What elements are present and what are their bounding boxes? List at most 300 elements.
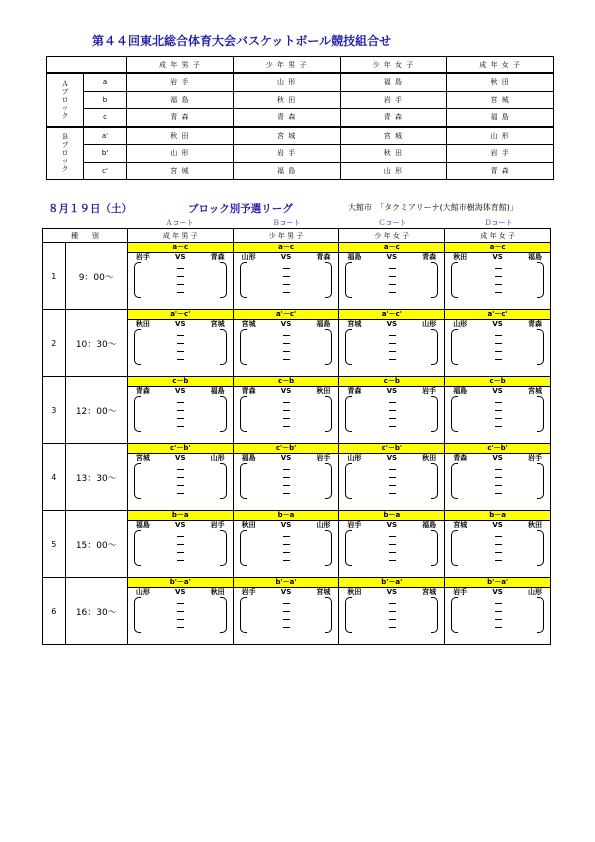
score-dash (389, 552, 396, 553)
away-team: 宮城 (528, 387, 542, 395)
group-cell: 福 島 (340, 73, 447, 91)
right-bracket (537, 597, 544, 633)
match-teams (445, 454, 550, 463)
right-bracket (431, 597, 438, 633)
round-row (43, 243, 551, 310)
left-bracket (240, 463, 247, 499)
round-time: 9：00～ (65, 243, 127, 310)
right-bracket (537, 530, 544, 566)
group-row (47, 73, 554, 91)
away-team: 福島 (528, 253, 542, 261)
score-dash (495, 544, 502, 545)
group-cell: 山 形 (340, 162, 447, 180)
match-teams (339, 454, 444, 463)
score-dash (283, 418, 290, 419)
group-row (47, 145, 554, 163)
home-team: 福島 (453, 387, 468, 395)
score-dash (177, 292, 184, 293)
match-teams (128, 588, 233, 597)
score-dash (283, 552, 290, 553)
venue-label: 大館市 「タクミアリーナ(大館市樹海体育館)」 (348, 203, 518, 212)
home-team: 福島 (347, 253, 362, 261)
score-dash (495, 485, 502, 486)
left-bracket (345, 597, 352, 633)
court-label: Ａコート (165, 219, 194, 227)
match-label: b'－a' (445, 578, 550, 588)
score-dash (389, 560, 396, 561)
right-bracket (325, 262, 332, 298)
match-teams (234, 588, 339, 597)
home-team: 秋田 (347, 588, 362, 596)
vs-label: VS (386, 320, 398, 328)
score-dash (495, 619, 502, 620)
right-bracket (537, 329, 544, 365)
score-dash (389, 292, 396, 293)
score-dash (495, 603, 502, 604)
vs-label: VS (386, 387, 398, 395)
vs-label: VS (386, 521, 398, 529)
score-dash (495, 292, 502, 293)
match-teams (128, 521, 233, 530)
match-label: c'－b' (339, 444, 444, 454)
right-bracket (431, 262, 438, 298)
block-name: Ａブロック (61, 79, 69, 120)
left-bracket (451, 530, 458, 566)
score-dash (283, 619, 290, 620)
schedule-title: ブロック別予選リーグ (188, 203, 293, 215)
right-bracket (431, 463, 438, 499)
home-team: 秋田 (135, 320, 150, 328)
home-team: 秋田 (453, 253, 468, 261)
away-team: 宮城 (422, 588, 437, 596)
match-label: c－b (445, 377, 550, 387)
group-row (47, 91, 554, 109)
away-team: 秋田 (210, 588, 225, 596)
schedule-header-row (43, 229, 551, 243)
match-teams (445, 253, 550, 262)
vs-label: VS (175, 320, 186, 328)
score-dash (389, 627, 396, 628)
left-bracket (345, 463, 352, 499)
match-label: c'－b' (445, 444, 550, 454)
group-cell: 青 森 (233, 109, 340, 127)
block-label-b (47, 127, 84, 180)
group-cell: 岩 手 (447, 145, 554, 163)
category-header: 種 別 (43, 229, 128, 243)
left-bracket (134, 530, 141, 566)
score-dash (283, 560, 290, 561)
away-team: 山形 (210, 454, 225, 462)
vs-label: VS (280, 521, 292, 529)
round-number: 5 (43, 511, 66, 578)
score-dash (495, 343, 502, 344)
right-bracket (220, 262, 227, 298)
match-label: b－a (234, 511, 339, 521)
score-dash (283, 611, 290, 612)
vs-label: VS (175, 454, 186, 462)
right-bracket (325, 463, 332, 499)
match-cell (233, 444, 339, 511)
score-dash (495, 536, 502, 537)
group-cell: 秋 田 (447, 73, 554, 91)
match-cell (339, 377, 445, 444)
match-cell (233, 377, 339, 444)
score-dash (389, 410, 396, 411)
away-team: 宮城 (316, 588, 331, 596)
score-dash (283, 292, 290, 293)
round-row (43, 444, 551, 511)
away-team: 秋田 (422, 454, 437, 462)
match-teams (128, 387, 233, 396)
group-cell: 福 島 (233, 162, 340, 180)
round-number: 4 (43, 444, 66, 511)
score-dash (177, 426, 184, 427)
round-time: 10：30～ (65, 310, 127, 377)
match-teams (234, 387, 339, 396)
score-dash (495, 611, 502, 612)
group-cell: 秋 田 (233, 91, 340, 109)
score-dash (389, 536, 396, 537)
vs-label: VS (175, 253, 186, 261)
left-bracket (451, 262, 458, 298)
group-row-label: a (84, 73, 127, 91)
right-bracket (325, 597, 332, 633)
score-dash (495, 552, 502, 553)
match-label: c－b (339, 377, 444, 387)
match-teams (339, 387, 444, 396)
left-bracket (134, 262, 141, 298)
match-cell (445, 243, 551, 310)
group-row-label: c (84, 109, 127, 127)
home-team: 宮城 (241, 320, 256, 328)
away-team: 福島 (316, 320, 331, 328)
home-team: 青森 (453, 454, 468, 462)
home-team: 青森 (347, 387, 362, 395)
score-dash (389, 469, 396, 470)
match-cell (339, 578, 445, 645)
right-bracket (431, 530, 438, 566)
schedule-table (42, 228, 551, 645)
vs-label: VS (492, 588, 503, 596)
away-team: 山形 (316, 521, 331, 529)
left-bracket (134, 396, 141, 432)
vs-label: VS (280, 253, 292, 261)
score-dash (283, 603, 290, 604)
vs-label: VS (492, 253, 503, 261)
round-number: 1 (43, 243, 66, 310)
score-dash (495, 627, 502, 628)
match-teams (339, 588, 444, 597)
right-bracket (537, 396, 544, 432)
vs-label: VS (175, 588, 186, 596)
score-dash (389, 343, 396, 344)
left-bracket (451, 597, 458, 633)
right-bracket (431, 329, 438, 365)
group-row (47, 109, 554, 127)
vs-label: VS (492, 454, 503, 462)
score-dash (495, 560, 502, 561)
match-label: a－c (339, 243, 444, 253)
score-dash (495, 493, 502, 494)
home-team: 青森 (135, 387, 150, 395)
home-team: 山形 (347, 454, 362, 462)
group-cell: 青 森 (447, 162, 554, 180)
match-teams (445, 387, 550, 396)
round-row (43, 377, 551, 444)
match-teams (234, 454, 339, 463)
match-cell (127, 578, 233, 645)
group-header: 少 年 女 子 (340, 57, 447, 74)
match-cell (233, 310, 339, 377)
away-team: 福島 (422, 521, 437, 529)
vs-label: VS (280, 320, 292, 328)
vs-label: VS (492, 320, 503, 328)
home-team: 福島 (135, 521, 150, 529)
match-label: b－a (339, 511, 444, 521)
score-dash (177, 284, 184, 285)
vs-label: VS (175, 521, 186, 529)
match-teams (128, 454, 233, 463)
score-dash (389, 426, 396, 427)
vs-label: VS (386, 253, 398, 261)
home-team: 岩手 (453, 588, 468, 596)
home-team: 宮城 (135, 454, 150, 462)
vs-label: VS (492, 521, 503, 529)
home-team: 山形 (135, 588, 150, 596)
away-team: 青森 (316, 253, 331, 261)
score-dash (389, 603, 396, 604)
right-bracket (325, 396, 332, 432)
match-label: a－c (234, 243, 339, 253)
home-team: 岩手 (241, 588, 256, 596)
right-bracket (220, 597, 227, 633)
match-teams (128, 253, 233, 262)
score-dash (177, 418, 184, 419)
group-cell: 宮 城 (340, 127, 447, 145)
score-dash (283, 627, 290, 628)
score-dash (177, 603, 184, 604)
match-cell (233, 511, 339, 578)
score-dash (495, 335, 502, 336)
score-dash (177, 402, 184, 403)
match-label: c'－b' (128, 444, 233, 454)
group-cell: 青 森 (340, 109, 447, 127)
left-bracket (240, 262, 247, 298)
group-cell: 秋 田 (340, 145, 447, 163)
group-row-label: b' (84, 145, 127, 163)
score-dash (495, 351, 502, 352)
category-label: 少 年 男 子 (233, 229, 339, 243)
score-dash (283, 410, 290, 411)
score-dash (389, 276, 396, 277)
match-cell (445, 444, 551, 511)
left-bracket (345, 530, 352, 566)
court-label: Ｃコート (378, 219, 407, 227)
score-dash (283, 268, 290, 269)
score-dash (495, 418, 502, 419)
score-dash (177, 359, 184, 360)
score-dash (177, 619, 184, 620)
score-dash (389, 359, 396, 360)
block-name: Ｂブロック (61, 133, 69, 174)
category-label: 成 年 女 子 (445, 229, 551, 243)
score-dash (495, 469, 502, 470)
match-teams (128, 320, 233, 329)
score-dash (495, 426, 502, 427)
home-team: 宮城 (347, 320, 362, 328)
away-team: 岩手 (316, 454, 331, 462)
away-team: 青森 (422, 253, 437, 261)
score-dash (283, 276, 290, 277)
left-bracket (345, 329, 352, 365)
round-time: 16：30～ (65, 578, 127, 645)
group-row (47, 162, 554, 180)
home-team: 山形 (241, 253, 256, 261)
score-dash (389, 418, 396, 419)
round-time: 12：00～ (65, 377, 127, 444)
match-teams (234, 521, 339, 530)
group-cell: 岩 手 (340, 91, 447, 109)
vs-label: VS (175, 387, 186, 395)
match-label: a'－c' (128, 310, 233, 320)
left-bracket (134, 463, 141, 499)
group-header: 成 年 女 子 (447, 57, 554, 74)
score-dash (283, 485, 290, 486)
score-dash (495, 477, 502, 478)
round-number: 2 (43, 310, 66, 377)
away-team: 秋田 (316, 387, 331, 395)
left-bracket (240, 597, 247, 633)
match-teams (339, 320, 444, 329)
group-corner-cell (47, 57, 127, 74)
match-teams (445, 320, 550, 329)
away-team: 福島 (210, 387, 225, 395)
court-label: Ｄコート (484, 219, 513, 227)
match-label: b－a (128, 511, 233, 521)
match-teams (234, 320, 339, 329)
away-team: 秋田 (528, 521, 542, 529)
left-bracket (451, 463, 458, 499)
round-row (43, 310, 551, 377)
score-dash (283, 359, 290, 360)
match-label: c－b (234, 377, 339, 387)
score-dash (177, 268, 184, 269)
score-dash (389, 544, 396, 545)
score-dash (389, 619, 396, 620)
left-bracket (134, 329, 141, 365)
match-cell (339, 444, 445, 511)
score-dash (177, 335, 184, 336)
score-dash (177, 477, 184, 478)
home-team: 山形 (453, 320, 468, 328)
score-dash (389, 268, 396, 269)
right-bracket (537, 463, 544, 499)
left-bracket (240, 530, 247, 566)
score-dash (177, 552, 184, 553)
group-header: 成 年 男 子 (127, 57, 234, 74)
court-label: Ｂコート (272, 219, 301, 227)
score-dash (177, 611, 184, 612)
left-bracket (345, 262, 352, 298)
match-label: b'－a' (234, 578, 339, 588)
score-dash (283, 544, 290, 545)
away-team: 青森 (210, 253, 225, 261)
right-bracket (537, 262, 544, 298)
score-dash (283, 335, 290, 336)
group-row-label: c' (84, 162, 127, 180)
match-cell (127, 511, 233, 578)
away-team: 岩手 (528, 454, 542, 462)
group-row (47, 127, 554, 145)
match-teams (234, 253, 339, 262)
match-label: a－c (445, 243, 550, 253)
score-dash (283, 402, 290, 403)
away-team: 山形 (422, 320, 437, 328)
score-dash (389, 284, 396, 285)
score-dash (177, 627, 184, 628)
home-team: 岩手 (135, 253, 150, 261)
block-label-a (47, 73, 84, 127)
category-label: 成 年 男 子 (127, 229, 233, 243)
left-bracket (451, 329, 458, 365)
schedule-date: ８月１９日（土） (48, 203, 132, 215)
away-team: 岩手 (210, 521, 225, 529)
match-cell (445, 310, 551, 377)
away-team: 岩手 (422, 387, 437, 395)
right-bracket (220, 329, 227, 365)
left-bracket (240, 396, 247, 432)
round-time: 13：30～ (65, 444, 127, 511)
score-dash (495, 268, 502, 269)
category-label: 少 年 女 子 (339, 229, 445, 243)
group-header: 少 年 男 子 (233, 57, 340, 74)
score-dash (389, 351, 396, 352)
match-cell (339, 511, 445, 578)
score-dash (283, 493, 290, 494)
score-dash (495, 284, 502, 285)
score-dash (389, 493, 396, 494)
group-cell: 岩 手 (233, 145, 340, 163)
right-bracket (325, 530, 332, 566)
group-cell: 山 形 (233, 73, 340, 91)
match-label: b'－a' (339, 578, 444, 588)
group-row-label: b (84, 91, 127, 109)
left-bracket (240, 329, 247, 365)
vs-label: VS (280, 454, 292, 462)
match-cell (127, 243, 233, 310)
vs-label: VS (280, 588, 292, 596)
group-cell: 岩 手 (127, 73, 234, 91)
score-dash (389, 485, 396, 486)
score-dash (389, 477, 396, 478)
score-dash (495, 410, 502, 411)
round-row (43, 511, 551, 578)
score-dash (283, 469, 290, 470)
score-dash (495, 402, 502, 403)
right-bracket (431, 396, 438, 432)
left-bracket (134, 597, 141, 633)
score-dash (389, 335, 396, 336)
round-row (43, 578, 551, 645)
match-cell (127, 377, 233, 444)
match-label: a－c (128, 243, 233, 253)
match-cell (339, 243, 445, 310)
home-team: 宮城 (453, 521, 468, 529)
group-cell: 宮 城 (127, 162, 234, 180)
group-cell: 山 形 (127, 145, 234, 163)
left-bracket (345, 396, 352, 432)
match-teams (445, 588, 550, 597)
